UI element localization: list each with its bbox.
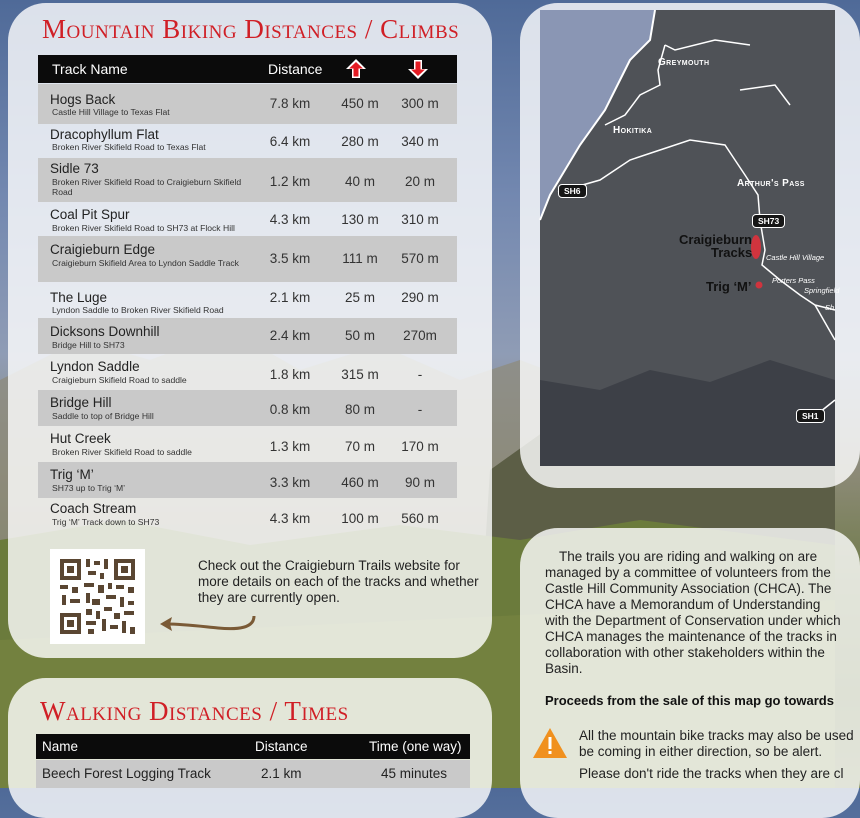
track-climb-down: 340 m xyxy=(401,134,439,149)
walk-name: Beech Forest Logging Track xyxy=(42,766,211,781)
down-arrow-icon xyxy=(407,58,429,80)
warning-text xyxy=(579,728,854,760)
table-row xyxy=(38,426,457,462)
up-arrow-icon xyxy=(345,58,367,80)
track-sub: Broken River Skifield Road to saddle xyxy=(52,447,192,457)
track-climb-up: 111 m xyxy=(342,251,378,266)
track-sub: Bridge Hill to SH73 xyxy=(52,340,125,350)
track-distance: 2.1 km xyxy=(269,290,311,305)
track-climb-down: - xyxy=(417,402,423,417)
walk-distance: 2.1 km xyxy=(261,766,302,781)
track-distance: 4.3 km xyxy=(269,212,311,227)
track-name: Craigieburn Edge xyxy=(50,242,156,257)
place-arthurs-pass: Arthur's Pass xyxy=(737,178,805,189)
track-name: Dracophyllum Flat xyxy=(50,127,159,142)
header-time: Time (one way) xyxy=(369,739,462,754)
table-row xyxy=(38,498,457,534)
track-sub: Craigieburn Skifield Area to Lyndon Saddle Track xyxy=(52,258,239,268)
track-distance: 1.8 km xyxy=(269,367,311,382)
track-climb-down: 20 m xyxy=(404,174,435,189)
track-sub: Saddle to top of Bridge Hill xyxy=(52,411,154,421)
track-distance: 3.3 km xyxy=(269,475,311,490)
warning-icon xyxy=(532,727,568,759)
table-row xyxy=(38,202,457,236)
table-row xyxy=(38,236,457,282)
track-sub: SH73 up to Trig ‘M’ xyxy=(52,483,126,493)
track-distance: 6.4 km xyxy=(269,134,311,149)
track-sub: Castle Hill Village to Texas Flat xyxy=(52,107,170,117)
track-climb-down: 90 m xyxy=(404,475,435,490)
table-row xyxy=(38,282,457,318)
track-climb-up: 50 m xyxy=(344,328,375,343)
road-sh73: SH73 xyxy=(752,214,785,228)
track-name: Trig ‘M’ xyxy=(50,467,94,482)
track-climb-up: 460 m xyxy=(341,475,379,490)
track-climb-down: 300 m xyxy=(401,96,439,111)
track-distance: 1.2 km xyxy=(269,174,311,189)
qr-code[interactable] xyxy=(50,549,145,644)
road-sh1: SH1 xyxy=(796,409,825,423)
table-row xyxy=(38,84,457,124)
track-distance: 2.4 km xyxy=(269,328,311,343)
proceeds-text: Proceeds from the sale of this map go towards xyxy=(545,693,834,708)
warning-text-2: Please don't ride the tracks when they are cl xyxy=(579,766,844,781)
track-name: The Luge xyxy=(50,290,108,305)
place-castle-hill: Castle Hill Village xyxy=(766,253,825,262)
track-climb-up: 130 m xyxy=(341,212,379,227)
track-distance: 7.8 km xyxy=(269,96,311,111)
info-paragraph: The trails you are riding and walking on are managed by a committee of volunteers from the Castle Hill Community Association (CHCA). The CHCA have a Memorandum of Understanding with the Department of Conservation under which CHCA manages the maintenance of the tracks in collaboration with other stakeholders within the Basin. xyxy=(545,549,841,676)
walking-table-header xyxy=(36,734,470,759)
header-distance: Distance xyxy=(255,739,308,754)
track-name: Lyndon Saddle xyxy=(50,359,140,374)
track-name: Coach Stream xyxy=(50,501,137,516)
track-climb-down: 570 m xyxy=(401,251,439,266)
place-hokitika: Hokitika xyxy=(613,125,653,136)
table-row xyxy=(38,354,457,390)
table-row xyxy=(38,158,457,202)
arrow-left-icon xyxy=(158,606,258,636)
track-climb-down: 270m xyxy=(403,328,437,343)
track-climb-up: 450 m xyxy=(341,96,379,111)
table-row xyxy=(38,124,457,158)
track-climb-up: 315 m xyxy=(341,367,379,382)
place-springfield: Springfield xyxy=(804,286,840,295)
track-distance: 0.8 km xyxy=(269,402,311,417)
website-info-text: Check out the Craigieburn Trails website for more details on each of the tracks and whether they are currently open. xyxy=(198,558,479,605)
track-climb-up: 70 m xyxy=(344,439,375,454)
qr-code-icon xyxy=(50,549,145,644)
track-climb-up: 80 m xyxy=(344,402,375,417)
track-distance: 4.3 km xyxy=(269,511,311,526)
track-climb-down: 170 m xyxy=(401,439,439,454)
track-sub: Broken River Skifield Road to Craigieburn Skifield Road xyxy=(52,177,242,197)
track-name: Coal Pit Spur xyxy=(50,207,130,222)
header-distance: Distance xyxy=(268,61,323,77)
track-name: Hut Creek xyxy=(50,431,111,446)
track-name: Sidle 73 xyxy=(50,161,99,176)
walk-time: 45 minutes xyxy=(381,766,448,781)
warning-line-2: be coming in either direction, so be alert. xyxy=(579,744,823,759)
trig-m-label: Trig ‘M’ xyxy=(706,279,752,294)
track-climb-down: 290 m xyxy=(401,290,439,305)
place-greymouth: Greymouth xyxy=(658,57,710,68)
track-climb-up: 40 m xyxy=(344,174,375,189)
track-climb-up: 100 m xyxy=(341,511,379,526)
mtb-table-header xyxy=(38,55,457,83)
place-porters-pass: Porters Pass xyxy=(772,276,815,285)
table-row xyxy=(38,462,457,498)
track-climb-down: - xyxy=(417,367,423,382)
header-track-name: Track Name xyxy=(52,61,128,77)
place-sh-fragment: Sh xyxy=(825,303,835,312)
walking-title: Walking Distances / Times xyxy=(40,696,349,726)
track-climb-down: 560 m xyxy=(401,511,439,526)
track-sub: Trig ‘M’ Track down to SH73 xyxy=(52,517,160,527)
table-row xyxy=(38,318,457,354)
header-name: Name xyxy=(42,739,79,754)
table-row xyxy=(36,760,470,788)
track-name: Dicksons Downhill xyxy=(50,324,160,339)
track-sub: Broken River Skifield Road to Texas Flat xyxy=(52,142,206,152)
track-distance: 3.5 km xyxy=(269,251,311,266)
craigieburn-label-2: Tracks xyxy=(711,245,753,260)
craigieburn-label-1: Craigieburn xyxy=(679,232,752,247)
track-climb-up: 280 m xyxy=(341,134,379,149)
track-name: Bridge Hill xyxy=(50,395,112,410)
track-sub: Lyndon Saddle to Broken River Skifield Road xyxy=(52,305,224,315)
track-name: Hogs Back xyxy=(50,92,116,107)
track-sub: Craigieburn Skifield Road to saddle xyxy=(52,375,187,385)
table-row xyxy=(38,390,457,426)
track-climb-up: 25 m xyxy=(344,290,375,305)
track-sub: Broken River Skifield Road to SH73 at Flock Hill xyxy=(52,223,235,233)
road-sh6: SH6 xyxy=(558,184,587,198)
track-distance: 1.3 km xyxy=(269,439,311,454)
warning-line-1: All the mountain bike tracks may also be used xyxy=(579,728,854,743)
mtb-title: Mountain Biking Distances / Climbs xyxy=(42,14,460,44)
track-climb-down: 310 m xyxy=(401,212,439,227)
